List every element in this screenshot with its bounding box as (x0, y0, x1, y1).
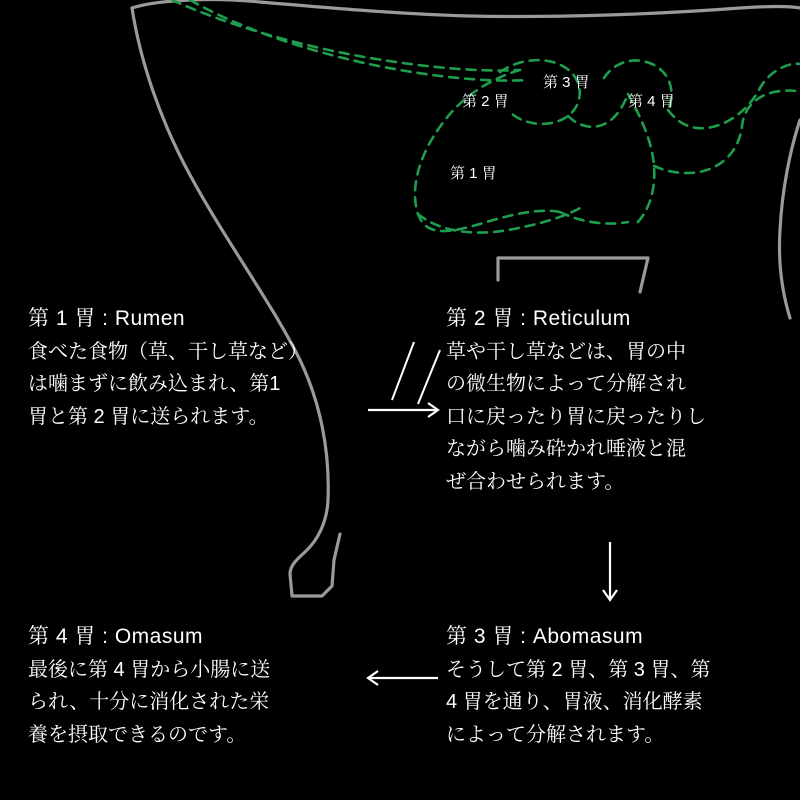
block-line: そうして第 2 胃、第 3 胃、第 (446, 659, 711, 681)
block-title-reticulum: 第 2 胃 : Reticulum (446, 307, 631, 330)
stomach-outlines (172, 0, 800, 233)
block-line: によって分解されます。 (446, 723, 665, 746)
block-body-omasum (28, 654, 398, 751)
block-line: 最後に第 4 胃から小腸に送 (28, 659, 271, 681)
block-line: ぜ合わせられます。 (446, 470, 625, 493)
stomach-label-rumen: 第 1 胃 (450, 165, 497, 182)
text-block-reticulum (446, 302, 796, 498)
text-block-abomasum (446, 620, 796, 751)
block-line: は噛まずに飲み込まれ、第1 (28, 373, 281, 396)
block-line: ながら噛み砕かれ唾液と混 (446, 438, 686, 461)
block-line: 草や干し草などは、胃の中 (446, 341, 686, 363)
block-body-rumen (28, 336, 398, 433)
block-title-omasum: 第 4 胃 : Omasum (28, 625, 204, 648)
stomach-label-abomasum: 第 4 胃 (628, 93, 675, 110)
block-line: の微生物によって分解され (446, 373, 686, 396)
text-block-rumen (28, 302, 398, 433)
stomach-label-omasum: 第 3 胃 (543, 74, 590, 91)
slash-marks (392, 342, 440, 404)
block-title-rumen: 第 1 胃 : Rumen (28, 307, 186, 330)
block-title-abomasum: 第 3 胃 : Abomasum (446, 625, 644, 648)
arrow-2-to-3 (603, 542, 617, 600)
text-block-omasum (28, 620, 398, 751)
block-body-reticulum (446, 336, 796, 498)
block-line: られ、十分に消化された栄 (28, 691, 270, 714)
block-line: 4 胃を通り、胃液、消化酵素 (446, 691, 703, 714)
block-line: 養を摂取できるのです。 (28, 723, 247, 746)
block-line: 胃と第 2 胃に送られます。 (28, 405, 269, 428)
block-body-abomasum (446, 654, 796, 751)
stomach-label-reticulum: 第 2 胃 (462, 93, 509, 110)
block-line: 食べた食物（草、干し草など） (28, 341, 308, 363)
block-line: 口に戻ったり胃に戻ったりし (446, 405, 706, 428)
